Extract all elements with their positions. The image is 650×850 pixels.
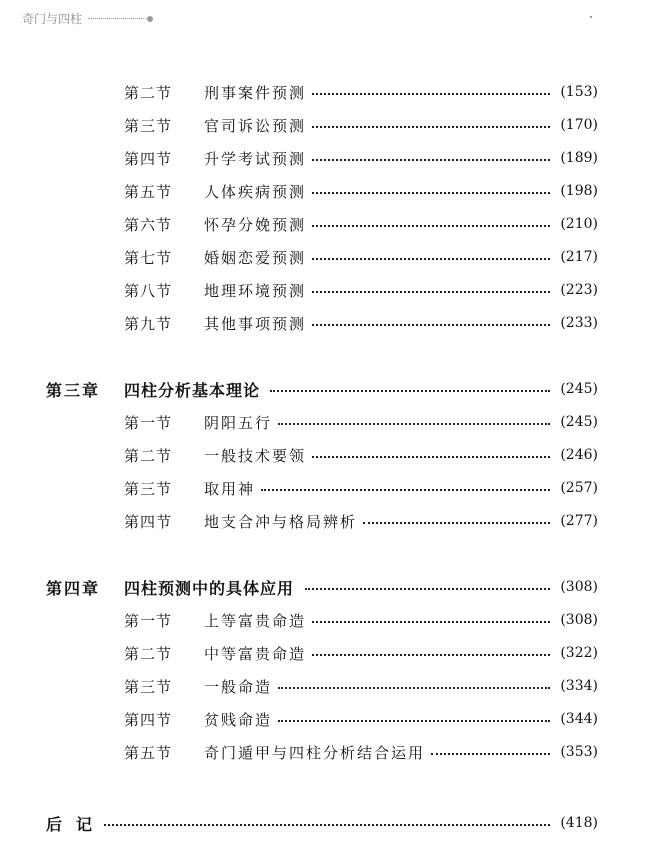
toc-section-row[interactable] (0, 309, 650, 337)
dot-leader (312, 225, 550, 227)
toc-page-number: (322) (560, 645, 598, 661)
toc-entry-title: 刑事案件预测 (204, 83, 307, 102)
toc-page-number: (233) (560, 315, 598, 331)
toc-section-row[interactable] (0, 738, 650, 766)
toc-section-row[interactable] (0, 177, 650, 205)
toc-entry-number: 第四章 (46, 578, 101, 598)
toc-page-number: (223) (560, 282, 598, 298)
toc-entry-number: 第三节 (124, 116, 173, 135)
toc-page-number: (353) (560, 744, 598, 760)
toc-section-row[interactable] (0, 111, 650, 139)
dot-leader (312, 93, 550, 95)
toc-section-row[interactable] (0, 672, 650, 700)
toc-entry-number: 第六节 (124, 215, 173, 234)
toc-entry-number: 第二节 (124, 446, 173, 465)
toc-entry-title: 奇门遁甲与四柱分析结合运用 (204, 743, 426, 762)
toc-entry-number: 第三节 (124, 677, 173, 696)
toc-entry-title: 升学考试预测 (204, 149, 307, 168)
toc-page-number: (344) (560, 711, 598, 727)
toc-page-number: (418) (560, 815, 598, 831)
toc-entry-title: 取用神 (204, 479, 256, 498)
toc-section-row[interactable] (0, 441, 650, 469)
dot-leader (312, 291, 550, 293)
toc-entry-number: 第七节 (124, 248, 173, 267)
corner-mark (590, 16, 592, 18)
dot-leader (312, 456, 550, 458)
toc-page-number: (217) (560, 249, 598, 265)
dot-leader (312, 258, 550, 260)
toc-entry-number: 第三节 (124, 479, 173, 498)
toc-page-number: (308) (560, 579, 598, 595)
toc-section-row[interactable] (0, 144, 650, 172)
toc-entry-number: 第九节 (124, 314, 173, 333)
toc-page-number: (245) (560, 381, 598, 397)
toc-entry-number: 第四节 (124, 149, 173, 168)
toc-section-row[interactable] (0, 639, 650, 667)
toc-page-number: (277) (560, 513, 598, 529)
toc-entry-title: 一般技术要领 (204, 446, 307, 465)
dot-leader (278, 687, 550, 689)
toc-section-row[interactable] (0, 78, 650, 106)
toc-entry-title: 怀孕分娩预测 (204, 215, 307, 234)
toc-entry-number: 第一节 (124, 611, 173, 630)
toc-entry-title: 地理环境预测 (204, 281, 307, 300)
dot-leader (305, 588, 550, 590)
toc-page-number: (210) (560, 216, 598, 232)
dot-leader (312, 192, 550, 194)
toc-entry-title: 婚姻恋爱预测 (204, 248, 307, 267)
toc-section-row[interactable] (0, 474, 650, 502)
dot-leader (312, 126, 550, 128)
toc-entry-number: 第二节 (124, 644, 173, 663)
toc-page-number: (170) (560, 117, 598, 133)
toc-page-number: (246) (560, 447, 598, 463)
dot-leader (312, 159, 550, 161)
running-title: 奇门与四柱 (22, 12, 83, 26)
toc-page-number: (189) (560, 150, 598, 166)
toc-section-row[interactable] (0, 276, 650, 304)
toc-entry-title: 四柱预测中的具体应用 (124, 578, 295, 598)
toc-page-number: (334) (560, 678, 598, 694)
toc-entry-number: 后记 (46, 814, 107, 834)
toc-section-row[interactable] (0, 243, 650, 271)
toc-entry-number: 第四节 (124, 512, 173, 531)
toc-page-number: (198) (560, 183, 598, 199)
toc-entry-title: 人体疾病预测 (204, 182, 307, 201)
toc-page-number: (257) (560, 480, 598, 496)
toc-entry-title: 阴阳五行 (204, 413, 273, 432)
dot-leader (431, 753, 550, 755)
toc-section-row[interactable] (0, 408, 650, 436)
dot-leader (104, 824, 550, 826)
dot-leader (312, 654, 550, 656)
toc-section-row[interactable] (0, 507, 650, 535)
toc-entry-number: 第二节 (124, 83, 173, 102)
toc-entry-title: 官司诉讼预测 (204, 116, 307, 135)
toc-section-row[interactable] (0, 705, 650, 733)
toc-entry-number: 第四节 (124, 710, 173, 729)
toc-chapter-row[interactable] (0, 573, 650, 601)
header-rule (88, 18, 146, 19)
toc-entry-number: 第一节 (124, 413, 173, 432)
toc-postscript-row[interactable] (0, 809, 650, 837)
dot-leader (261, 489, 550, 491)
toc-section-row[interactable] (0, 606, 650, 634)
running-header (22, 10, 153, 27)
toc-page-number: (153) (560, 84, 598, 100)
dot-leader (312, 324, 550, 326)
dot-leader (312, 621, 550, 623)
toc-chapter-row[interactable] (0, 375, 650, 403)
toc-entry-number: 第五节 (124, 743, 173, 762)
toc-section-row[interactable] (0, 210, 650, 238)
toc-entry-title: 贫贱命造 (204, 710, 273, 729)
dot-leader (278, 423, 550, 425)
dot-leader (270, 390, 550, 392)
toc-entry-title: 四柱分析基本理论 (124, 380, 261, 400)
toc-entry-number: 第三章 (46, 380, 101, 400)
toc-entry-title: 中等富贵命造 (204, 644, 307, 663)
toc-entry-number: 第八节 (124, 281, 173, 300)
toc-entry-title: 一般命造 (204, 677, 273, 696)
toc-page-number: (308) (560, 612, 598, 628)
dot-leader (278, 720, 550, 722)
toc-entry-number: 第五节 (124, 182, 173, 201)
toc-entry-title: 上等富贵命造 (204, 611, 307, 630)
header-dot (147, 16, 153, 22)
toc-entry-title: 其他事项预测 (204, 314, 307, 333)
toc-entry-title: 地支合冲与格局辨析 (204, 512, 358, 531)
dot-leader (363, 522, 550, 524)
toc-page-number: (245) (560, 414, 598, 430)
